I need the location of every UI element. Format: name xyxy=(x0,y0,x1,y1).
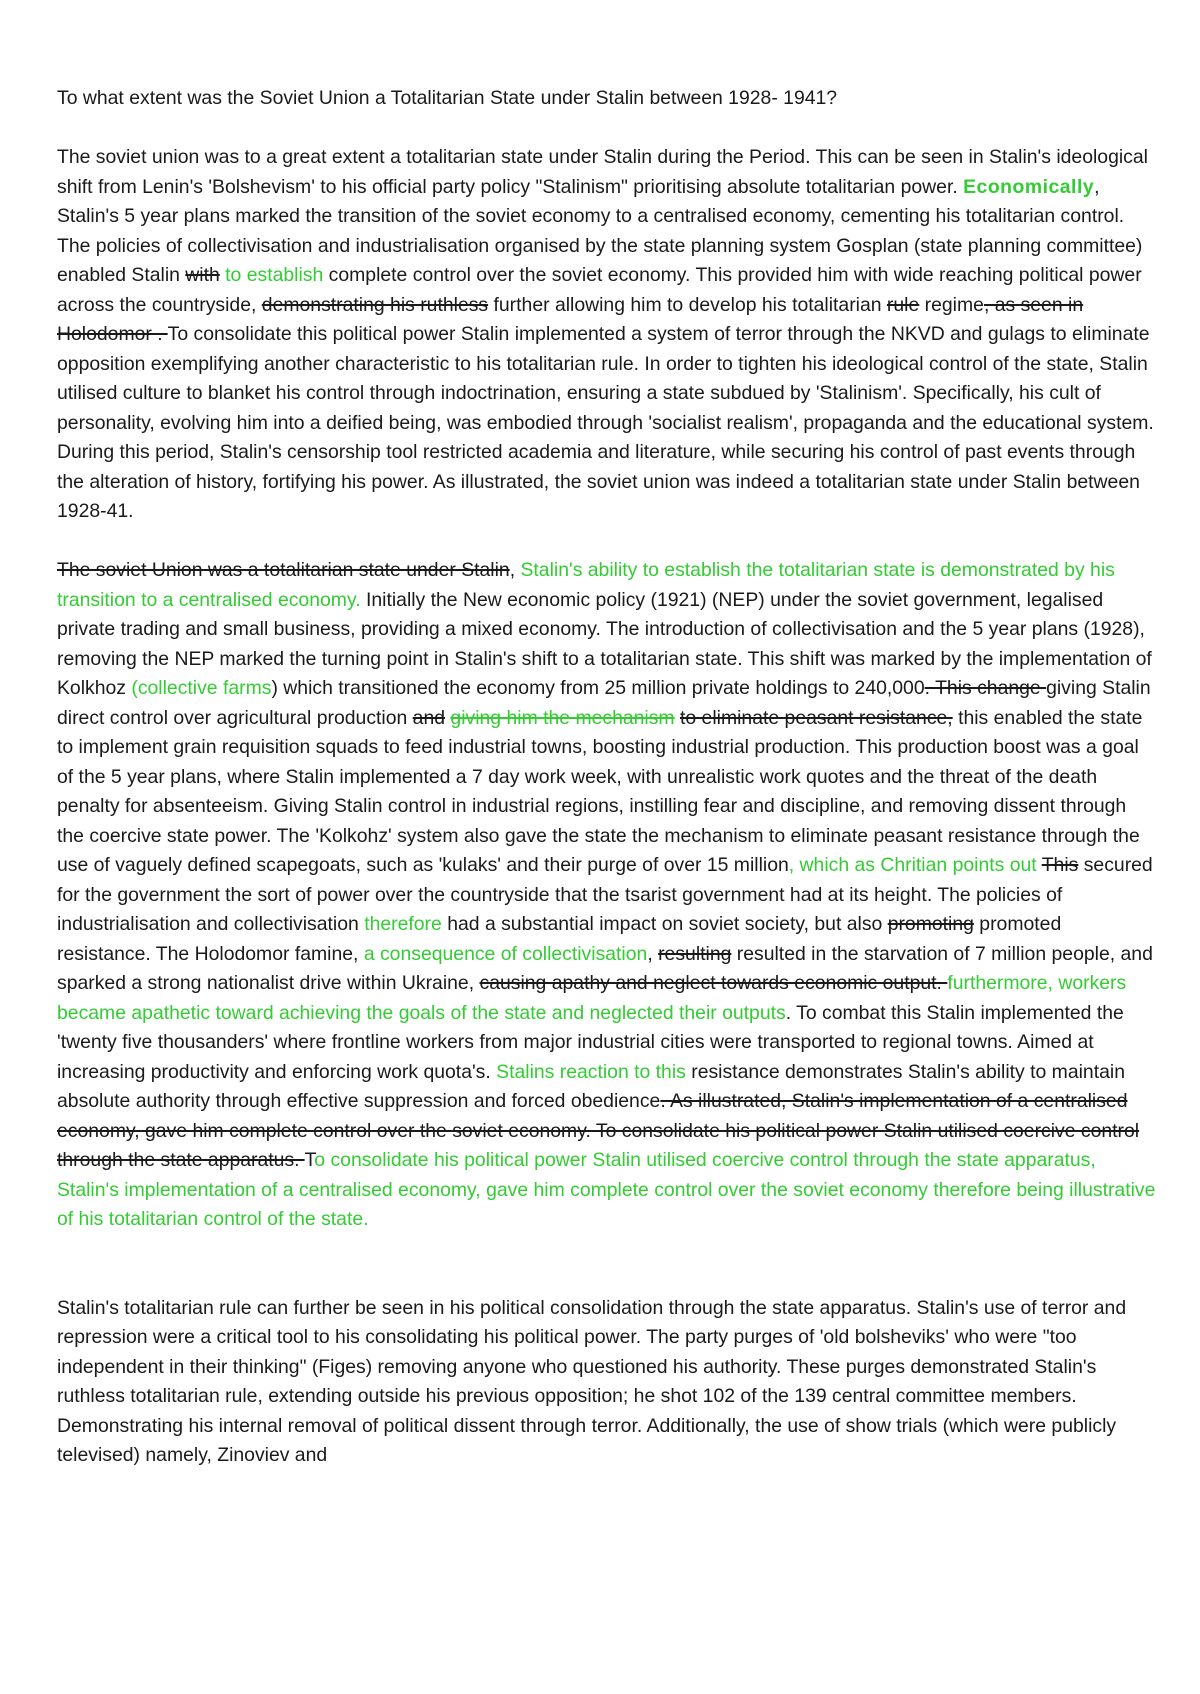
deleted-text: resulting xyxy=(658,942,732,965)
text-run: promoted resistance. The Holodomor famine, xyxy=(57,913,1062,965)
text-run: Initially the New economic policy (1921) (NEP) under the soviet government, legalised private trading and small business, providing a mixed economy. The introduction of collectivisation and the 5 year plans (1928), removing the NEP marked the turning point in Stalin's shift to a totalitarian state. This shift was marked by the implementation of Kolkhoz xyxy=(57,588,1152,699)
text-run: further allowing him to develop his totalitarian xyxy=(488,293,887,316)
text-run: resulted in the starvation of 7 million people, and sparked a strong nationalist drive within Ukraine, xyxy=(57,942,1153,994)
inserted-revision: (collective farms xyxy=(131,677,272,699)
deleted-text: demonstrating his ruthless xyxy=(261,293,489,316)
inserted-revision: therefore xyxy=(364,913,442,935)
inserted-revision: to establish xyxy=(225,264,324,286)
text-run: giving Stalin direct control over agricultural production xyxy=(57,677,1151,729)
text-run: had a substantial impact on soviet society, but also xyxy=(441,913,888,935)
political-paragraph: Stalin's totalitarian rule can further be seen in his political consolidation through the state apparatus. Stalin's use of terror and repression were a critical tool to his consolidating his political power. The party purges of 'old bolsheviks' who were "too independent in their thinking" (Figes) removing anyone who questioned his authority. These purges demonstrated Stalin's ruthless totalitarian rule, extending outside his previous opposition; he shot 102 of the 139 central committee members. Demonstrating his internal removal of political dissent through terror. Additionally, the use of show trials (which were publicly televised) namely, Zinoviev and xyxy=(57,1296,1127,1466)
text-run: ) which transitioned the economy from 25 million private holdings to 240,000 xyxy=(271,677,925,699)
text-run: T xyxy=(304,1149,315,1171)
text-run: , xyxy=(509,559,521,581)
text-run: The soviet union was to a great extent a totalitarian state under Stalin during the Period. This can be seen in Stalin's ideological shift from Lenin's 'Bolshevism' to his official party policy "Stalinism" prioritising absolute totalitarian power. xyxy=(57,146,1148,198)
deleted-text: with xyxy=(185,264,220,286)
paragraph-spacer xyxy=(57,527,1157,557)
deleted-text: This xyxy=(1041,854,1079,876)
deleted-text: promoting xyxy=(887,913,974,935)
intro-paragraph xyxy=(57,143,1157,527)
deleted-text: , as seen in Holodomor . xyxy=(57,293,1084,345)
text-run: , xyxy=(647,942,659,965)
document-page xyxy=(57,84,1157,1471)
deleted-text: causing apathy and neglect towards economic output. xyxy=(479,972,948,994)
inserted-revision: a consequence of collectivisation xyxy=(363,942,648,965)
deleted-text: The soviet Union was a totalitarian state under Stalin xyxy=(57,559,510,581)
text-run: secured for the government the sort of power over the countryside that the tsarist government had at its height. The policies of industrialisation and collectivisation xyxy=(57,854,1153,935)
inserted-revision: Stalin's ability to establish the totalitarian state is demonstrated by his transition to a centralised economy. xyxy=(57,559,1115,611)
inserted-revision: Stalins reaction to this xyxy=(496,1060,686,1083)
inserted-revision: , which as Chritian points out xyxy=(788,854,1042,876)
text-run: regime xyxy=(919,293,984,316)
deleted-insertion: giving him the mechanism xyxy=(450,706,675,729)
text-run: , Stalin's 5 year plans marked the transition of the soviet economy to a centralised economy, cementing his totalitarian control. The policies of collectivisation and industrialisation organised by the state planning system Gosplan (state planning committee) enabled Stalin xyxy=(57,175,1143,286)
deleted-text: rule xyxy=(886,293,920,316)
deleted-text: and xyxy=(412,706,446,729)
economic-paragraph xyxy=(57,556,1157,1235)
text-run: this enabled the state to implement grain requisition squads to feed industrial towns, boosting industrial production. This production boost was a goal of the 5 year plans, where Stalin implemented a 7 day work week, with unrealistic work quotes and the threat of the death penalty for absenteeism. Giving Stalin control in industrial regions, instilling fear and discipline, and removing dissent through the coercive state power. The 'Kolkohz' system also gave the state the mechanism to eliminate peasant resistance through the use of vaguely defined scapegoats, such as 'kulaks' and their purge of over 15 million xyxy=(57,706,1143,876)
inserted-revision: furthermore, workers became apathetic toward achieving the goals of the state and neglected their outputs xyxy=(57,972,1127,1024)
text-run: To consolidate this political power Stalin implemented a system of terror through the NKVD and gulags to eliminate opposition exemplifying another characteristic to his totalitarian rule. In order to tighten his ideological control of the state, Stalin utilised culture to blanket his control through indoctrination, ensuring a state subdued by 'Stalinism'. Specifically, his cult of personality, evolving him into a deified being, was embodied through 'socialist realism', propaganda and the educational system. During this period, Stalin's censorship tool restricted academia and literature, while securing his control of past events through the alteration of history, fortifying his power. As illustrated, the soviet union was indeed a totalitarian state under Stalin between 1928-41. xyxy=(57,323,1154,522)
deleted-text: . As illustrated, Stalin's implementation of a centralised economy, gave him complete control over the soviet economy. To consolidate his political power Stalin utilised coercive control through the state apparatus. xyxy=(57,1090,1140,1171)
paragraph-spacer xyxy=(57,1235,1157,1294)
deleted-text: . This change xyxy=(924,677,1047,699)
deleted-text: to eliminate peasant resistance, xyxy=(679,706,953,729)
text-run: . To combat this Stalin implemented the 'twenty five thousanders' where frontline workers from major industrial cities were transported to regional towns. Aimed at increasing productivity and enforcing work quota's. xyxy=(57,1001,1124,1083)
text-run: complete control over the soviet economy. This provided him with wide reaching political power across the countryside, xyxy=(57,264,1142,316)
text-run: resistance demonstrates Stalin's ability to maintain absolute authority through effective suppression and forced obedience xyxy=(57,1060,1125,1112)
essay-question-title: To what extent was the Soviet Union a Totalitarian State under Stalin between 1928- 1941? xyxy=(57,87,838,109)
inserted-revision: o consolidate his political power Stalin utilised coercive control through the state apparatus, Stalin's implementation of a centralised economy, gave him complete control over the soviet economy therefore being illustrative of his totalitarian control of the state. xyxy=(57,1149,1156,1230)
inserted-revision: Economically xyxy=(963,175,1095,198)
